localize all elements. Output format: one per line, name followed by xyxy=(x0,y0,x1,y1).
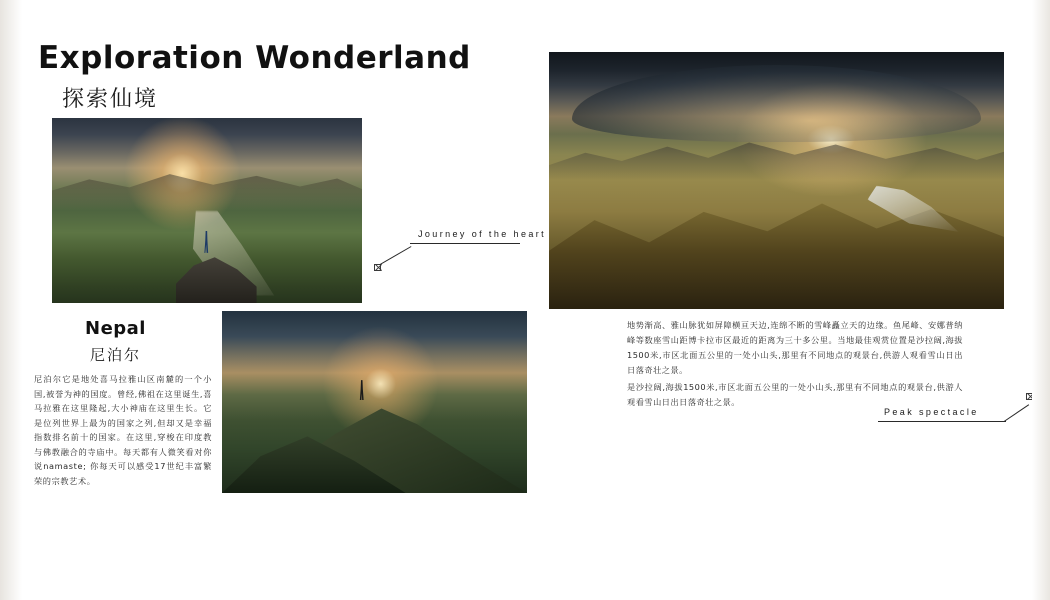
callout-underline xyxy=(878,421,1006,422)
nepal-body-text: 尼泊尔它是地处喜马拉雅山区南麓的一个小国,被誉为神的国度。曾经,佛祖在这里诞生,喜马拉雅在这里隆起,大小神庙在这里生长。它是位列世界上最为的国家之列,但却又是幸福指数排名前十的国家。在这里,穿梭在印度教与佛教融合的寺庙中。每天都有人微笑看对你说namaste; 你每天可以感受17世纪丰富繁荣的宗教艺术。 xyxy=(34,374,212,486)
standing-figure xyxy=(359,380,364,400)
page-title-en: Exploration Wonderland xyxy=(38,40,471,76)
callout-journey-of-the-heart xyxy=(374,222,547,274)
left-landscape-photo xyxy=(52,118,362,303)
callout-diagonal-line xyxy=(380,246,412,265)
callout-label: Journey of the heart xyxy=(418,229,547,239)
nepal-title-cn: 尼泊尔 xyxy=(90,346,142,364)
ridge-shape xyxy=(52,166,362,210)
callout-diagonal-line xyxy=(1004,404,1029,422)
panorama-photo xyxy=(549,52,1004,309)
callout-peak-spectacle xyxy=(878,393,1033,433)
callout-marker-icon xyxy=(1026,393,1033,400)
panorama-paragraph-1: 地势渐高、雅山脉犹如屏障横亘天边,连绵不断的雪峰矗立天的边缘。鱼尾峰、安娜普纳峰等数座雪山距博卡拉市区最近的距离为三十多公里。当地最佳观赏位置是沙拉阔,海拔1500米,市区北面五公里的一处小山头,那里有不同地点的观景台,供游人观看雪山日出日落奇壮之景。 xyxy=(627,320,963,375)
sky-lens-shape xyxy=(572,65,982,142)
callout-label: Peak spectacle xyxy=(884,407,979,417)
nepal-ridge-photo xyxy=(222,311,527,493)
callout-underline xyxy=(410,243,520,244)
nepal-title-en: Nepal xyxy=(85,318,146,339)
page-title-cn: 探索仙境 xyxy=(62,87,159,112)
foreground-ridge-shape xyxy=(549,170,1004,309)
panorama-paragraph-2: 是沙拉阔,海拔1500米,市区北面五公里的一处小山头,那里有不同地点的观景台,供游人观看雪山日出日落奇壮之景。 xyxy=(627,382,963,407)
